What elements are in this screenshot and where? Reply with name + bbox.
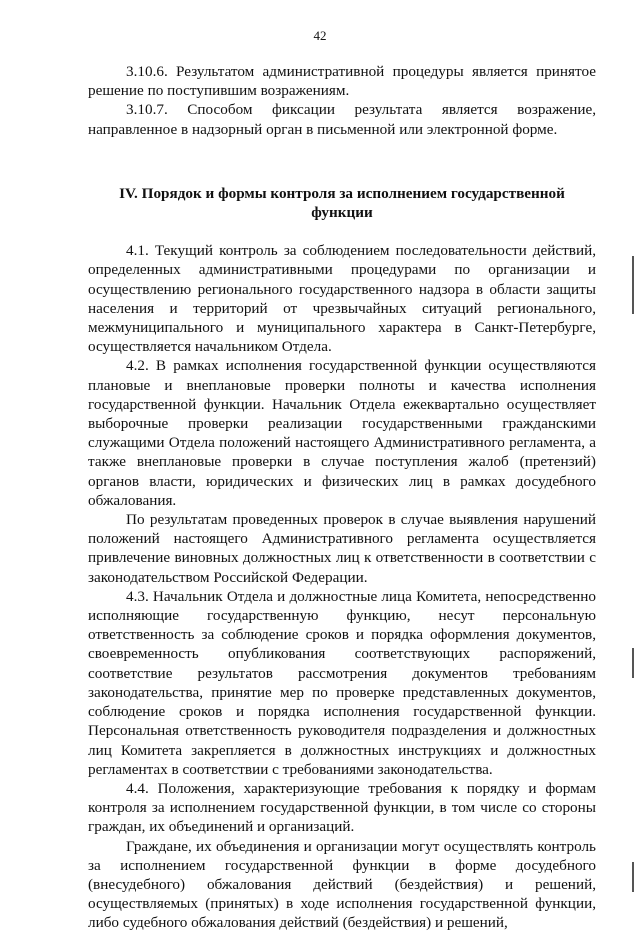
paragraph-4-4: 4.4. Положения, характеризующие требования к порядку и формам контроля за исполнением государственной функции, в том числе со стороны граждан, их объединений и организаций. [88,779,596,836]
page-number: 42 [313,28,327,43]
scan-edge-mark [632,256,634,314]
paragraph-3-10-7: 3.10.7. Способом фиксации результата является возражение, направленное в надзорный орган в письменной или электронной форме. [88,101,596,138]
paragraph-4-2-results: По результатам проведенных проверок в случае выявления нарушений положений настоящего Административного регламента осуществляется привлечение виновных должностных лиц к ответственности в соответствии с законодательством Российской Федерации. [88,511,596,586]
paragraph-3-10-6: 3.10.6. Результатом административной процедуры является принятое решение по поступившим возражениям. [88,63,596,100]
paragraph-4-1: 4.1. Текущий контроль за соблюдением последовательности действий, определенных административными процедурами по организации и осуществлению регионального государственного надзора в области защиты населения и территорий от чрезвычайных ситуаций регионального, межмуниципального и муниципального характера в Санкт-Петербурге, осуществляется начальником Отдела. [88,242,596,356]
scan-edge-mark [632,862,634,892]
scan-edge-mark [632,648,634,678]
section-heading: IV. Порядок и формы контроля за исполнением государственной функции [119,184,565,222]
paragraph-4-2: 4.2. В рамках исполнения государственной функции осуществляются плановые и внеплановые проверки полноты и качества исполнения государственной функции. Начальник Отдела ежеквартально осуществляет выборочные проверки реализации государственными гражданскими служащими Отдела положений настоящего Административного регламента, а также внеплановые проверки в случае поступления жалоб (претензий) органов власти, юридических и физических лиц в рамках досудебного обжалования. [88,357,596,509]
document-body [88,62,596,933]
paragraph-4-3: 4.3. Начальник Отдела и должностные лица Комитета, непосредственно исполняющие государственную функцию, несут персональную ответственность за соблюдение сроков и порядка оформления документов, своевременность опубликования соответствующих распоряжений, соответствие результатов рассмотрения документов требованиям законодательства, принятие мер по проверке представленных документов, соблюдение сроков и порядка исполнения государственной функции. Персональная ответственность руководителя подразделения и должностных лиц Комитета закрепляется в должностных инструкциях и должностных регламентах в соответствии с требованиями законодательства. [88,587,596,778]
paragraph-4-4-citizens: Граждане, их объединения и организации могут осуществлять контроль за исполнением государственной функции в форме досудебного (внесудебного) обжалования действий (бездействия) и решений, осуществляемых (принятых) в ходе исполнения государственной функции, либо судебного обжалования действий (бездействия) и решений, [88,837,596,932]
